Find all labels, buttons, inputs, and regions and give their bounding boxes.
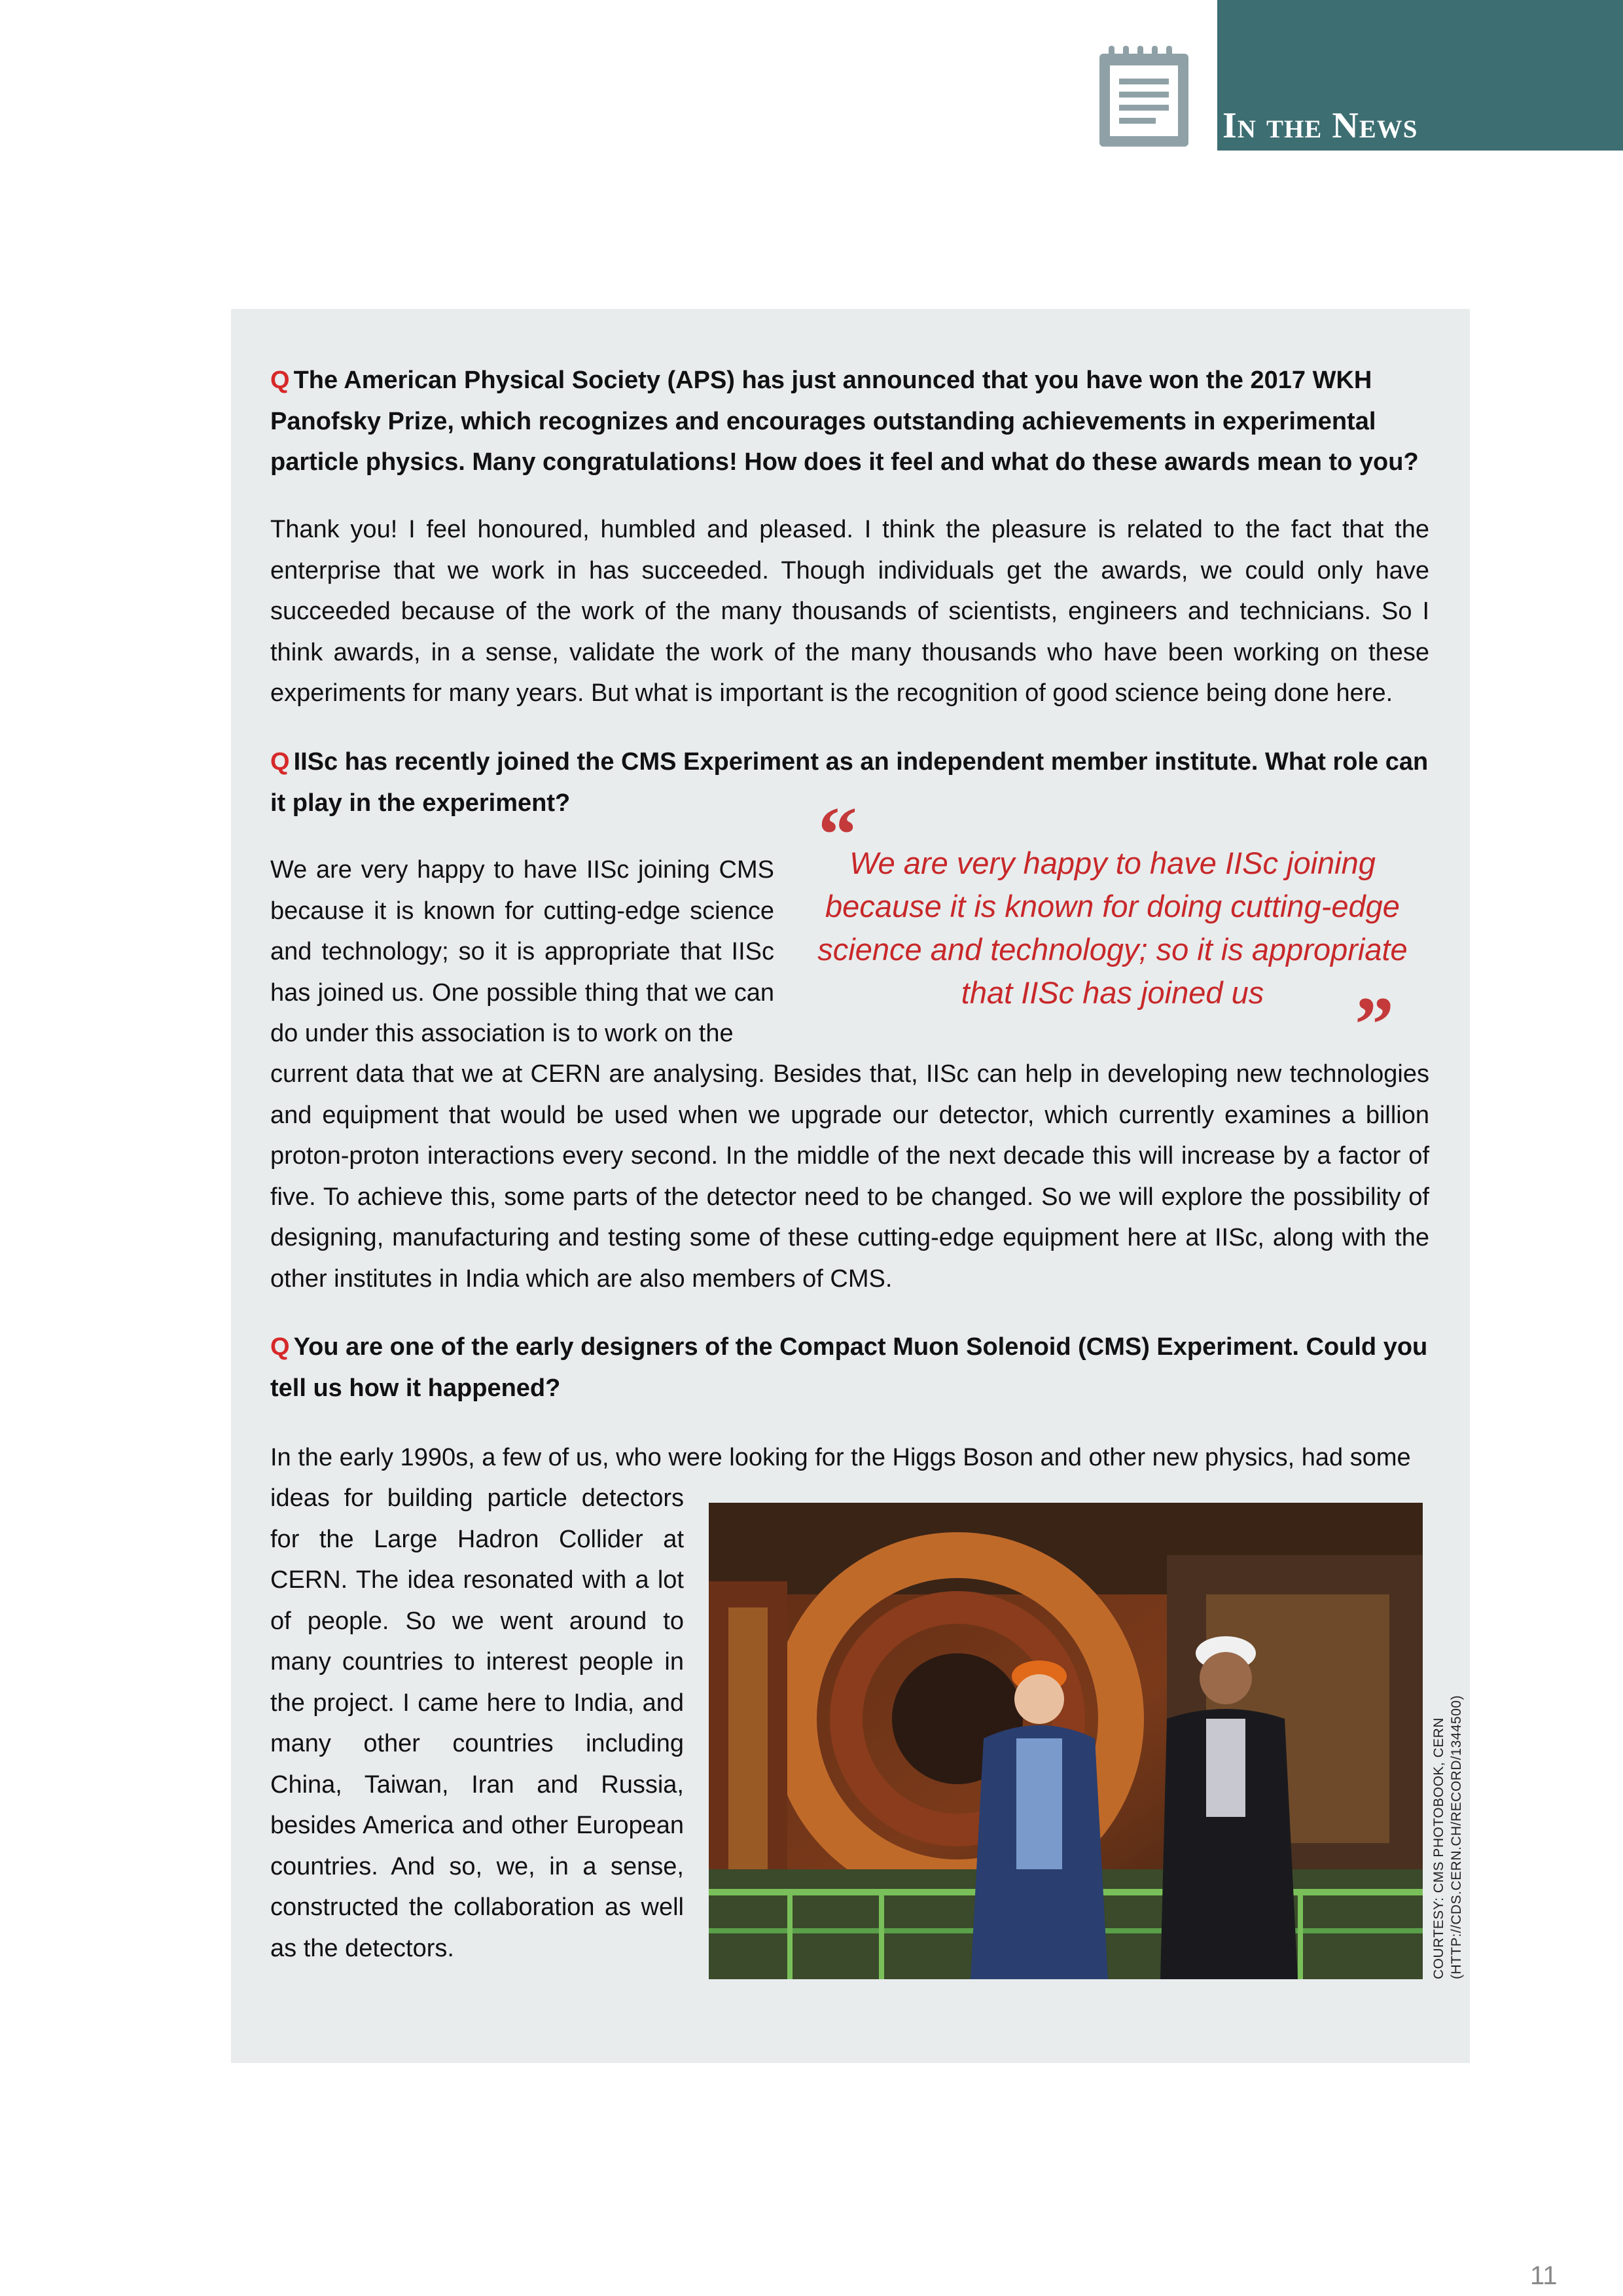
answer-1: Thank you! I feel honoured, humbled and pleased. I think the pleasure is related to the fact that the enterprise that we work in has succeeded. Though individuals get the awards, we could only have succeeded because of the work of the many thousands of scientists, engineers and technicians. So I think awards, in a sense, validate the work of the many thousands who have been working on these experiments for many years. But what is important is the recognition of good science being done here.: [270, 516, 1429, 707]
pull-quote: We are very happy to have IISc joining because it is known for doing cutting-edge science and technology; so it is appropriate that IISc has joined us: [817, 846, 1408, 1010]
question-3-text: You are one of the early designers of the Compact Muon Solenoid (CMS) Experiment. Could you tell us how it happened?: [270, 1333, 1428, 1402]
question-2-text: IISc has recently joined the CMS Experiment as an independent member institute. What role can it play in the experiment?: [270, 748, 1429, 817]
question-marker: Q: [270, 367, 290, 394]
close-quote-mark: ”: [1355, 980, 1394, 1067]
question-marker: Q: [270, 1333, 290, 1361]
cms-detector-photo: [709, 1503, 1423, 1979]
open-quote-mark: “: [818, 791, 857, 878]
answer-2-part-1: We are very happy to have IISc joining CMS because it is known for cutting-edge science and technology; so it is appropriate that IISc has joined us. One possible thing that we can do under this association is to work on the: [270, 856, 774, 1047]
answer-3-part-1: In the early 1990s, a few of us, who were looking for the Higgs Boson and other new physics, had some: [270, 1444, 1411, 1471]
photo-credit: COURTESY: CMS PHOTOBOOK, CERN (HTTP://CDS.CERN.CH/RECORD/1344500): [1431, 1695, 1464, 1979]
question-3: [270, 1327, 1429, 1408]
section-title: In the News: [1222, 105, 1418, 146]
section-header-tab: [1217, 0, 1623, 151]
page-number: 11: [1530, 2261, 1558, 2290]
question-marker: Q: [270, 748, 290, 776]
question-1-text: The American Physical Society (APS) has just announced that you have won the 2017 WKH Panofsky Prize, which recognizes and encourages outstanding achievements in experimental particle physics. Many congratulations! How does it feel and what do these awards mean to you?: [270, 367, 1419, 476]
answer-2-part-2: current data that we at CERN are analysing. Besides that, IISc can help in developing new technologies and equipment that would be used when we upgrade our detector, which currently examines a billion proton-proton interactions every second. In the middle of the next decade this will increase by a factor of five. To achieve this, some parts of the detector need to be changed. So we will explore the possibility of designing, manufacturing and testing some of these cutting-edge equipment here at IISc, along with the other institutes in India which are also members of CMS.: [270, 1060, 1429, 1293]
answer-3-part-2: ideas for building particle detectors for the Large Hadron Collider at CERN. The idea resonated with a lot of people. So we went around to many countries to interest people in the project. I came here to India, and many other countries including China, Taiwan, Iran and Russia, besides America and other European countries. And so, we, in a sense, constructed the collaboration as well as the detectors.: [270, 1484, 684, 1962]
notebook-icon: [1096, 45, 1192, 149]
question-1: [270, 360, 1429, 483]
